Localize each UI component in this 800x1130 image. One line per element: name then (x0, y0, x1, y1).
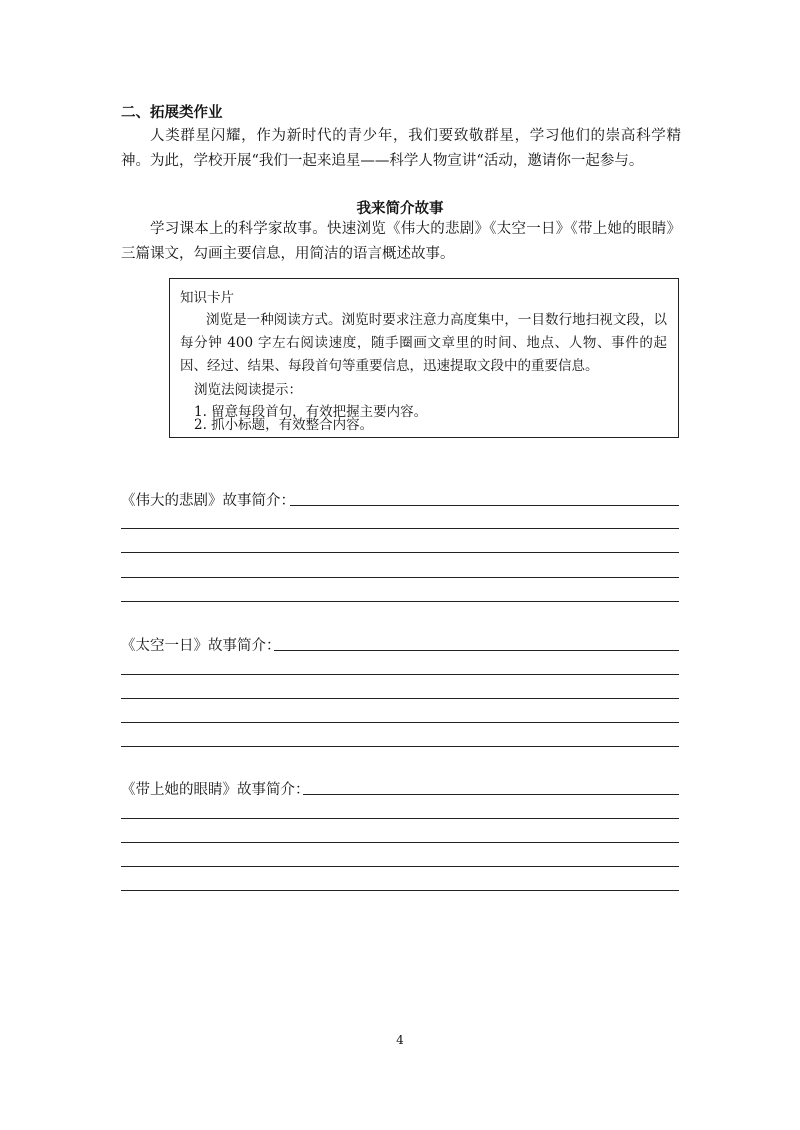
question-label-3: 《带上她的眼睛》故事简介： (121, 782, 310, 798)
knowledge-card-tip-1: 1. 留意每段首句，有效把握主要内容。 (194, 404, 428, 420)
intro-paragraph: 人类群星闪耀，作为新时代的青少年，我们要致敬群星，学习他们的崇高科学精神。为此，学校开展“我们一起来追星——科学人物宣讲“活动，邀请你一起参与。 (121, 128, 681, 169)
answer-line[interactable] (121, 552, 679, 553)
answer-line[interactable] (121, 577, 679, 578)
section-title: 我来简介故事 (356, 200, 444, 217)
section-heading: 二、拓展类作业 (121, 104, 223, 121)
answer-line[interactable] (121, 866, 679, 867)
knowledge-card-tips-title: 浏览法阅读提示： (194, 382, 302, 398)
question-label-2: 《太空一日》故事简介： (121, 638, 281, 654)
question-label-1: 《伟大的悲剧》故事简介： (121, 493, 295, 509)
answer-line[interactable] (121, 528, 679, 529)
answer-line[interactable] (290, 505, 679, 506)
answer-line[interactable] (121, 601, 679, 602)
knowledge-card-tip-2: 2. 抓小标题，有效整合内容。 (194, 417, 374, 433)
knowledge-card-body: 浏览是一种阅读方式。浏览时要求注意力高度集中，一目数行地扫视文段，以每分钟 400 字左右阅读速度，随手圈画文章里的时间、地点、人物、事件的起因、经过、结果、每段首句等重要信息，迅速提取文段中的重要信息。 (180, 312, 667, 374)
answer-line[interactable] (121, 722, 679, 723)
knowledge-card (169, 278, 679, 438)
answer-line[interactable] (303, 794, 679, 795)
answer-line[interactable] (121, 890, 679, 891)
answer-line[interactable] (121, 842, 679, 843)
knowledge-card-title: 知识卡片 (180, 290, 234, 306)
answer-line[interactable] (121, 674, 679, 675)
page-number: 4 (396, 1033, 404, 1047)
task-paragraph: 学习课本上的科学家故事。快速浏览《伟大的悲剧》《太空一日》《带上她的眼睛》三篇课文，勾画主要信息，用简洁的语言概述故事。 (121, 221, 681, 262)
answer-line[interactable] (121, 746, 679, 747)
answer-line[interactable] (121, 818, 679, 819)
answer-line[interactable] (274, 650, 679, 651)
answer-line[interactable] (121, 698, 679, 699)
